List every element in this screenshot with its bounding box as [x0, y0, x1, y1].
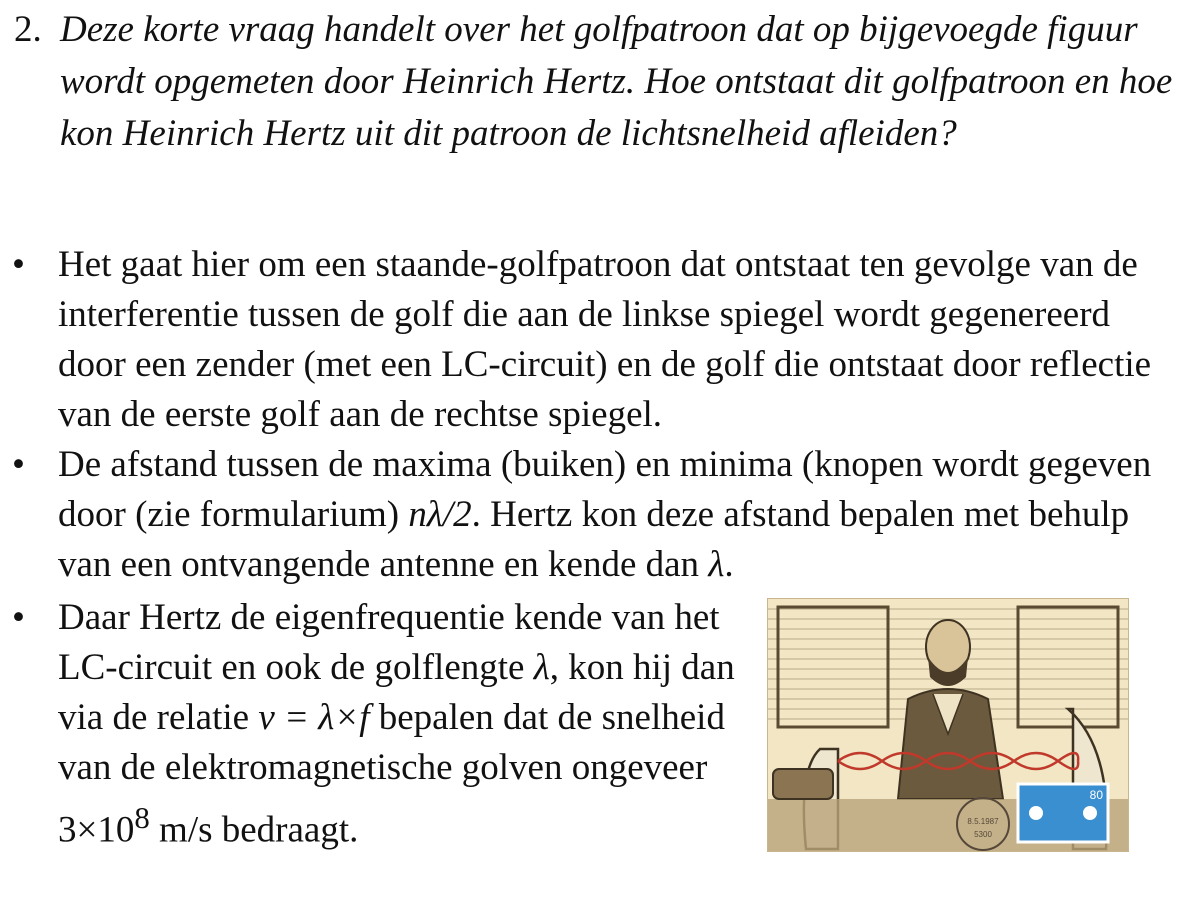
formula-half-wavelength: nλ/2 — [408, 494, 472, 535]
exponent: 8 — [134, 801, 150, 835]
bullet-speed — [12, 593, 752, 855]
bullet-symbol: • — [12, 597, 25, 638]
transmitter-coil — [773, 769, 833, 799]
text-segment: . Hertz kon deze afstand bepalen met behulp van een ontvangende antenne en kende dan — [58, 494, 1130, 585]
text-segment: De afstand tussen de maxima (buiken) en minima (knopen wordt gegeven door (zie formularium) — [58, 444, 1152, 535]
engraving-illustration — [768, 599, 1128, 851]
text-segment: , kon hij dan via de relatie — [58, 647, 735, 738]
hertz-stamp-card-image — [767, 598, 1129, 852]
bullet-symbol: • — [12, 444, 25, 485]
text-segment: m/s bedraagt. — [149, 809, 359, 851]
text-segment: Daar Hertz de eigenfrequentie kende van het LC-circuit en ook de golflengte — [58, 597, 720, 688]
stamp-value: 80 — [1089, 788, 1103, 802]
postage-stamp — [1018, 784, 1108, 842]
bullet-symbol: • — [12, 244, 25, 285]
text-segment: bepalen dat de snelheid van de elektromagnetische golven ongeveer 3×10 — [58, 697, 725, 851]
formula-velocity: v = λ×f — [258, 697, 370, 738]
question-number: 2. — [14, 9, 42, 50]
postmark-code: 5300 — [974, 830, 992, 839]
text-segment: . — [724, 544, 734, 585]
question — [14, 4, 1184, 160]
bullet-distance — [12, 440, 1177, 590]
lambda-symbol: λ — [708, 544, 725, 585]
question-text: Deze korte vraag handelt over het golfpatroon dat op bijgevoegde figuur wordt opgemeten door Heinrich Hertz. Hoe ontstaat dit golfpatroon en hoe kon Heinrich Hertz uit dit patroon de lichtsnelheid afleiden? — [60, 9, 1173, 154]
hertz-figure — [898, 620, 1003, 799]
bullet-standing-wave — [12, 240, 1177, 440]
postmark-date: 8.5.1987 — [967, 817, 999, 826]
bullet-text — [58, 593, 752, 855]
lambda-symbol: λ — [533, 647, 550, 688]
bullet-text — [58, 440, 1177, 590]
bullet-text: Het gaat hier om een staande-golfpatroon dat ontstaat ten gevolge van de interferentie tussen de golf die aan de linkse spiegel wordt gegenereerd door een zender (met een LC-circuit) en de golf die ontstaat door reflectie van de eerste golf aan de rechtse spiegel. — [58, 244, 1152, 435]
